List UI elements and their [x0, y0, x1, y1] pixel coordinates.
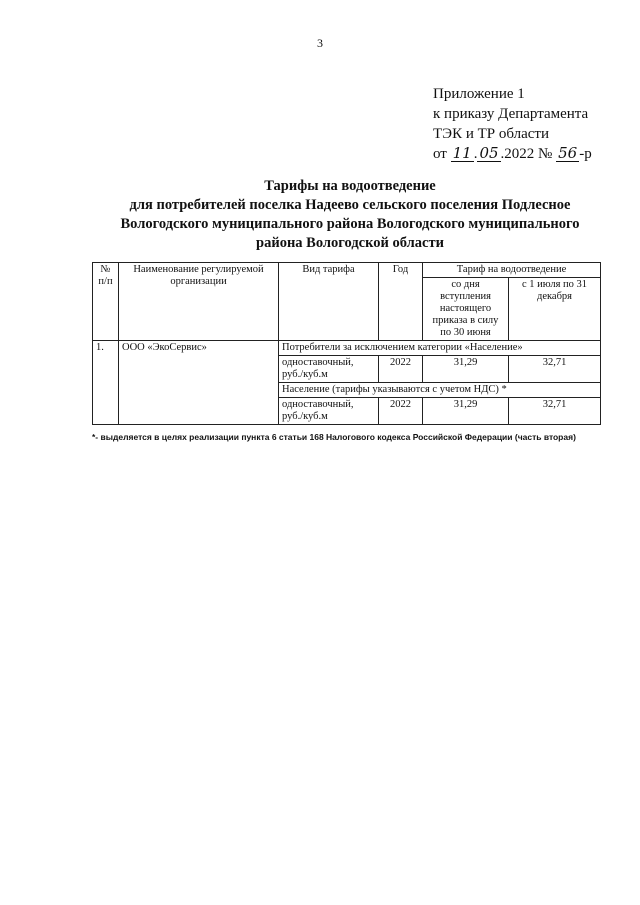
title-line-3: Вологодского муниципального района Вологодского муниципального: [120, 216, 580, 232]
group-1-year: 2022: [379, 356, 423, 383]
group-2-value-2: 32,71: [509, 398, 601, 425]
header-year: Год: [379, 263, 423, 341]
annex-line-3: ТЭК и ТР области: [433, 126, 549, 142]
header-org: Наименование регулируемой организации: [119, 263, 279, 341]
footnote: *- выделяется в целях реализации пункта 6 статьи 168 Налогового кодекса Российской Федерации (часть вторая): [92, 432, 576, 442]
group-2-year: 2022: [379, 398, 423, 425]
annex-line-2: к приказу Департамента: [433, 106, 589, 122]
date-prefix: от: [433, 146, 447, 162]
date-day: 11: [452, 144, 472, 162]
group-2-label: Население (тарифы указываются с учетом НДС) *: [279, 383, 601, 398]
group-1-value-2: 32,71: [509, 356, 601, 383]
header-period-1: со дня вступления настоящего приказа в силу по 30 июня: [423, 278, 509, 341]
row-org: ООО «ЭкоСервис»: [119, 341, 279, 425]
order-suffix: -р: [579, 146, 592, 162]
date-year: .2022 №: [500, 146, 553, 162]
title-line-4: района Вологодской области: [256, 235, 444, 251]
group-1-type: одноставочный, руб./куб.м: [279, 356, 379, 383]
date-separator: .: [473, 146, 478, 162]
tariff-table: [92, 262, 601, 425]
row-num: 1.: [93, 341, 119, 425]
document-title: [60, 177, 640, 253]
group-1-value-1: 31,29: [423, 356, 509, 383]
page-number: 3: [317, 36, 323, 50]
group-2-value-1: 31,29: [423, 398, 509, 425]
annex-block: [433, 84, 592, 164]
title-line-1: Тарифы на водоотведение: [264, 178, 436, 194]
header-num: № п/п: [93, 263, 119, 341]
header-tariff: Тариф на водоотведение: [423, 263, 601, 278]
group-1-label: Потребители за исключением категории «Население»: [279, 341, 601, 356]
header-period-2: с 1 июля по 31 декабря: [509, 278, 601, 341]
annex-line-1: Приложение 1: [433, 86, 525, 102]
group-2-type: одноставочный, руб./куб.м: [279, 398, 379, 425]
header-type: Вид тарифа: [279, 263, 379, 341]
annex-date-line: [433, 144, 592, 164]
title-line-2: для потребителей поселка Надеево сельского поселения Подлесное: [129, 197, 571, 213]
order-number: 56: [558, 144, 578, 162]
date-month: 05: [479, 144, 499, 162]
